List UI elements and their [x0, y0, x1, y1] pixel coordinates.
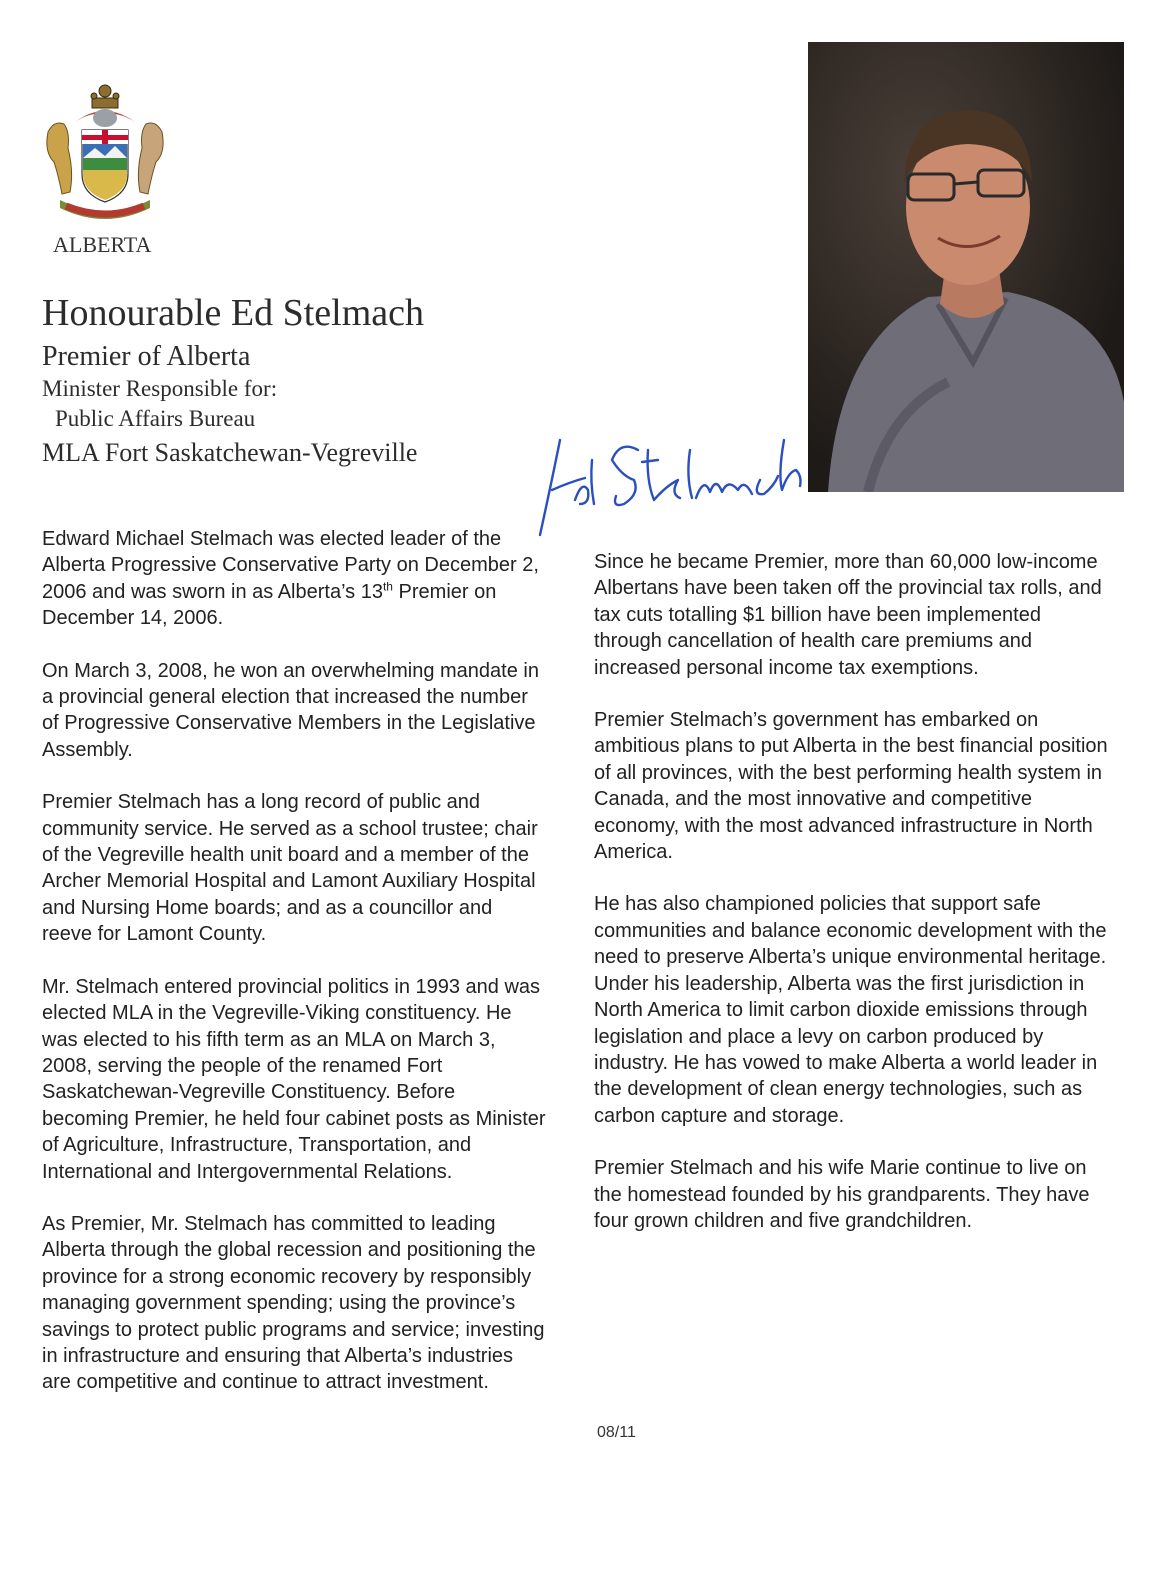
- portrait-photo: [808, 42, 1124, 492]
- bio-paragraph: Premier Stelmach has a long record of public and community service. He served as a school trustee; chair of the Vegreville health unit board and a member of the Archer Memorial Hospital and Lamont Auxiliary Hospital and Nursing Home boards; and as a councillor and reeve for Lamont County.: [42, 791, 538, 946]
- bio-text: Premier on December 14, 2006.: [42, 580, 497, 630]
- bio-paragraph: Since he became Premier, more than 60,000 low-income Albertans have been taken off the provincial tax rolls, and tax cuts totalling $1 billion have been implemented through cancellation of health care premiums and increased personal income tax exemptions.: [594, 551, 1102, 679]
- ordinal-suffix: th: [382, 579, 393, 594]
- person-title: Premier of Alberta: [42, 341, 251, 372]
- bio-right-column: [594, 549, 1114, 1260]
- bio-paragraph: Mr. Stelmach entered provincial politics in 1993 and was elected MLA in the Vegreville-Viking constituency. He was elected to his fifth term as an MLA on March 3, 2008, serving the people of the renamed Fort Saskatchewan-Vegreville Constituency. Before becoming Premier, he held four cabinet posts as Minister of Agriculture, Infrastructure, Transportation, and International and Intergovernmental Relations.: [42, 975, 546, 1183]
- bio-text: Edward Michael Stelmach was elected leader of the Alberta Progressive Conservative Party on December 2, 2006 and was sworn in as Alberta’s 13: [42, 528, 539, 603]
- document-date: 08/11: [597, 1424, 636, 1441]
- bio-paragraph: Premier Stelmach’s government has embarked on ambitious plans to put Alberta in the best financial position of all provinces, with the best performing health system in Canada, and the most innovative and competitive economy, with the most advanced infrastructure in North America.: [594, 709, 1108, 864]
- crest-label: ALBERTA: [53, 232, 152, 257]
- bio-paragraph: [42, 526, 547, 632]
- mla-riding: MLA Fort Saskatchewan-Vegreville: [42, 438, 418, 467]
- bio-paragraph: He has also championed policies that support safe communities and balance economic development with the need to preserve Alberta’s unique environmental heritage. Under his leadership, Alberta was the first jurisdiction in North America to limit carbon dioxide emissions through legislation and place a levy on carbon produced by industry. He has vowed to make Alberta a world leader in the development of clean energy technologies, such as carbon capture and storage.: [594, 893, 1107, 1127]
- bio-paragraph: On March 3, 2008, he won an overwhelming mandate in a provincial general election that increased the number of Progressive Conservative Members in the Legislative Assembly.: [42, 659, 539, 761]
- bio-paragraph: Premier Stelmach and his wife Marie continue to live on the homestead founded by his grandparents. They have four grown children and five grandchildren.: [594, 1157, 1090, 1232]
- bio-left-column: [42, 526, 547, 1422]
- signature-handwriting: [530, 420, 820, 540]
- bio-paragraph: As Premier, Mr. Stelmach has committed to leading Alberta through the global recession and positioning the province for a strong economic recovery by responsibly managing government spending; using the province’s savings to protect public programs and service; investing in infrastructure and ensuring that Alberta’s industries are competitive and continue to attract investment.: [42, 1212, 545, 1394]
- header-block: [42, 290, 424, 470]
- alberta-coat-of-arms-icon: [40, 82, 170, 232]
- person-name: Honourable Ed Stelmach: [42, 292, 425, 334]
- responsible-label: Minister Responsible for:: [42, 376, 278, 401]
- responsible-item: Public Affairs Bureau: [55, 406, 256, 431]
